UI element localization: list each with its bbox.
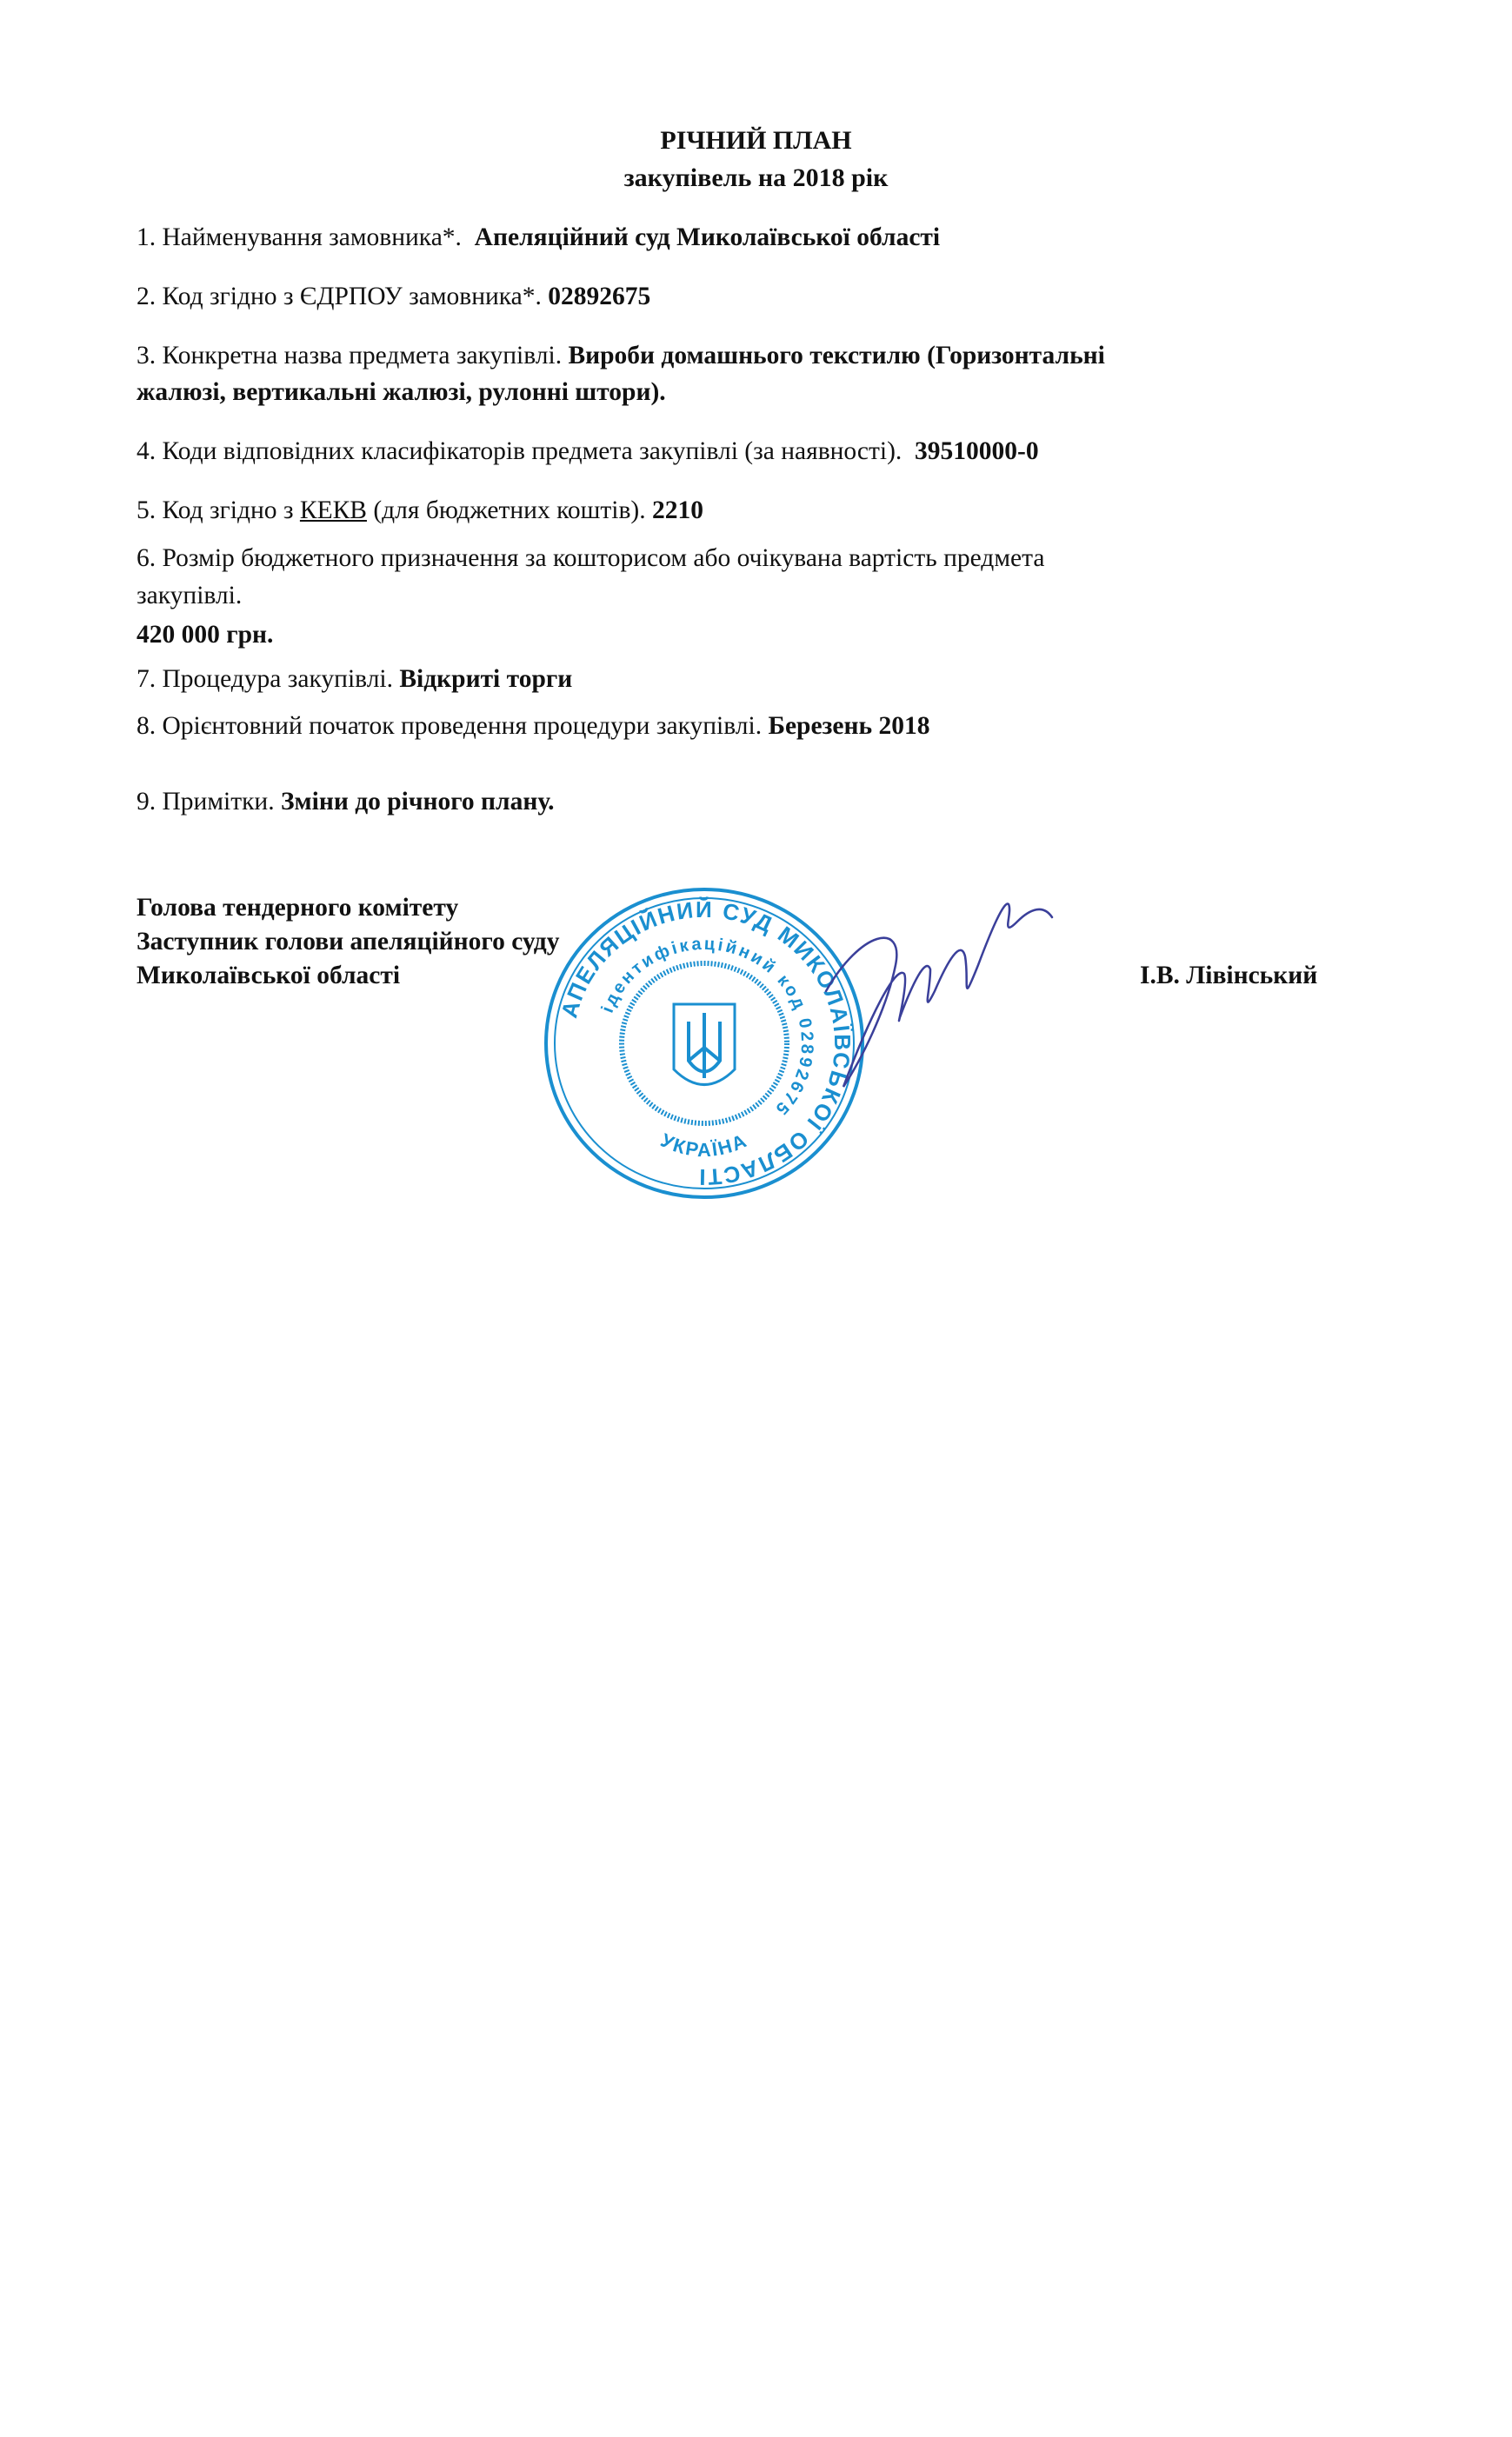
item-9: 9. Примітки. Зміни до річного плану. (137, 788, 555, 816)
signatory-title-2: Заступник голови апеляційного суду (137, 928, 560, 955)
signatory-title-3: Миколаївської області (137, 962, 401, 989)
item-6-value: 420 000 грн. (137, 621, 274, 649)
signatory-name: І.В. Лівінський (1140, 962, 1318, 989)
item-4: 4. Коди відповідних класифікаторів предмета закупівлі (за наявності). 39510000-0 (137, 437, 1039, 465)
stamp-inner-text: ідентифікаційний код 02892675 (597, 934, 817, 1121)
item-5: 5. Код згідно з КЕКВ (для бюджетних коштів). 2210 (137, 496, 703, 524)
document-title: РІЧНИЙ ПЛАН (660, 126, 852, 155)
item-6-cont: закупівлі. (137, 582, 243, 609)
stamp-bottom-text: УКРАЇНА (657, 1129, 751, 1162)
item-3-cont: жалюзі, вертикальні жалюзі, рулонні штори). (137, 378, 666, 406)
document-subtitle: закупівель на 2018 рік (623, 163, 889, 192)
item-3: 3. Конкретна назва предмета закупівлі. Вироби домашнього текстилю (Горизонтальні (137, 342, 1105, 370)
stamp-outer-text: АПЕЛЯЦІЙНИЙ СУД МИКОЛАЇВСЬКОЇ ОБЛАСТІ (556, 896, 856, 1191)
item-6: 6. Розмір бюджетного призначення за кошторисом або очікувана вартість предмета (137, 544, 1045, 572)
item-8: 8. Орієнтовний початок проведення процедури закупівлі. Березень 2018 (137, 712, 930, 740)
item-2: 2. Код згідно з ЄДРПОУ замовника*. 02892675 (137, 283, 651, 310)
signatory-title-1: Голова тендерного комітету (137, 894, 459, 922)
item-7: 7. Процедура закупівлі. Відкриті торги (137, 665, 573, 693)
handwritten-signature (809, 887, 1087, 1095)
item-1: 1. Найменування замовника*. Апеляційний суд Миколаївської області (137, 223, 941, 251)
